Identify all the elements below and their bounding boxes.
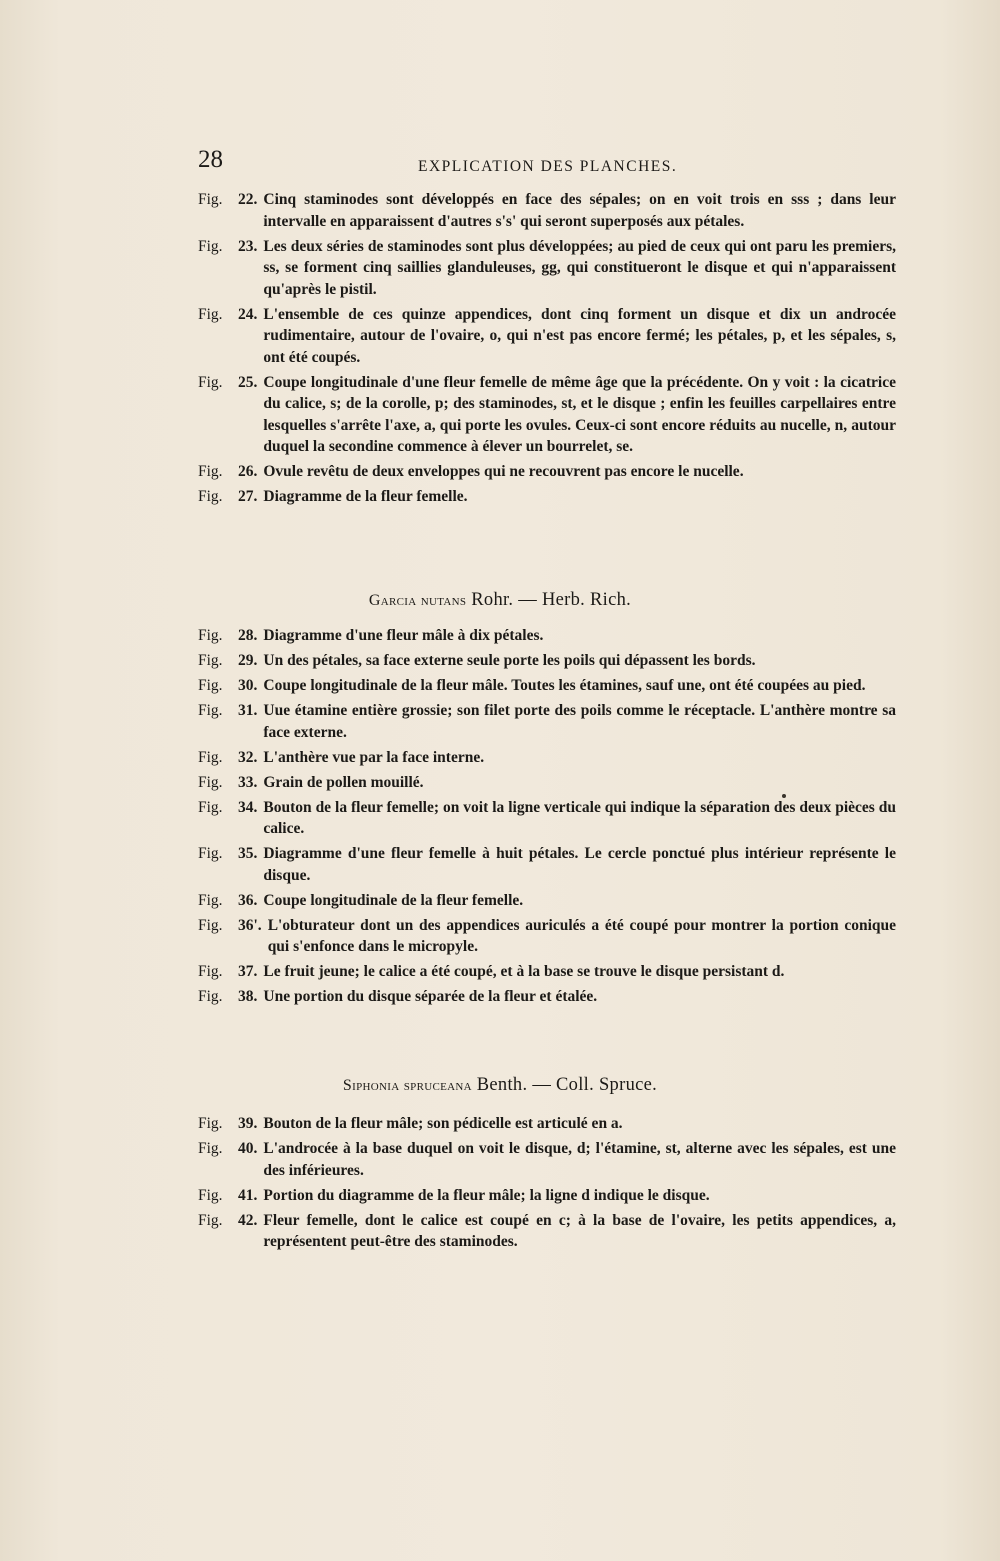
fig-label: Fig.: [198, 488, 223, 505]
fig-number: 37.: [238, 963, 258, 980]
figure-entry: [198, 1210, 896, 1253]
fig-label: Fig.: [198, 191, 223, 208]
fig-number: 42.: [238, 1211, 258, 1229]
figure-entry: [198, 236, 896, 301]
fig-number: 29.: [238, 652, 258, 669]
fig-label: Fig.: [198, 373, 223, 391]
fig-number: 30.: [238, 677, 258, 694]
fig-label: Fig.: [198, 845, 223, 862]
fig-label: Fig.: [198, 627, 223, 644]
fig-number: 38.: [238, 988, 258, 1005]
fig-label: Fig.: [198, 463, 223, 480]
figure-entry: [198, 1138, 896, 1181]
figure-entry: [198, 675, 896, 697]
figure-entry: [198, 650, 896, 672]
fig-caption: Portion du diagramme de la fleur mâle; la ligne d indique le disque.: [263, 1186, 710, 1204]
fig-label: Fig.: [198, 1115, 223, 1132]
fig-number: 33.: [238, 773, 258, 791]
fig-number: 39.: [238, 1115, 258, 1132]
figure-entry: [198, 372, 896, 458]
fig-caption: L'ensemble de ces quinze appendices, dont cinq forment un disque et dix un androcée rudimentaire, autour de l'ovaire, o, qui n'est pas encore fermé; les pétales, p, et les sépales, s, ont été coupés.: [263, 305, 896, 366]
fig-label: Fig.: [198, 988, 223, 1005]
fig-caption: L'androcée à la base duquel on voit le disque, d; l'étamine, st, alterne avec les sépales, est une des inférieures.: [263, 1140, 896, 1179]
fig-label: Fig.: [198, 916, 223, 934]
fig-number: 35.: [238, 845, 258, 862]
fig-caption: Uue étamine entière grossie; son filet porte des poils comme le réceptacle. L'anthère montre sa face externe.: [263, 702, 896, 741]
fig-number: 32.: [238, 748, 258, 766]
fig-caption: Diagramme d'une fleur femelle à huit pétales. Le cercle ponctué plus intérieur représente le disque.: [263, 845, 896, 884]
fig-number: 23.: [238, 237, 258, 255]
fig-number: 41.: [238, 1186, 258, 1204]
fig-caption: Fleur femelle, dont le calice est coupé en c; à la base de l'ovaire, les petits appendices, a, représentent peut-être des staminodes.: [263, 1211, 896, 1250]
fig-label: Fig.: [198, 652, 223, 669]
page-number: 28: [198, 146, 223, 173]
fig-caption: Bouton de la fleur mâle; son pédicelle est articulé en a.: [263, 1115, 623, 1132]
heading-authority: Benth. — Coll. Spruce.: [476, 1075, 658, 1095]
fig-label: Fig.: [198, 1211, 223, 1229]
fig-caption: Diagramme d'une fleur mâle à dix pétales.: [263, 627, 544, 644]
figure-entry: [198, 1113, 896, 1135]
fig-number: 34.: [238, 798, 258, 816]
section-heading-siphonia: [0, 1075, 1000, 1096]
fig-label: Fig.: [198, 677, 223, 694]
fig-caption: Diagramme de la fleur femelle.: [263, 488, 468, 505]
figure-entry: [198, 304, 896, 369]
fig-caption: Ovule revêtu de deux enveloppes qui ne recouvrent pas encore le nucelle.: [263, 463, 744, 480]
figure-entry: [198, 189, 896, 232]
stray-dot-mark: [782, 794, 786, 798]
heading-genus: Siphonia spruceana: [342, 1077, 472, 1094]
figure-list-section-1: [198, 189, 896, 511]
figure-entry: [198, 986, 896, 1008]
fig-number: 31.: [238, 702, 258, 719]
fig-number: 40.: [238, 1140, 258, 1157]
fig-label: Fig.: [198, 963, 223, 980]
figure-entry: [198, 700, 896, 743]
figure-entry: [198, 1185, 896, 1207]
fig-label: Fig.: [198, 702, 223, 719]
fig-label: Fig.: [198, 1140, 223, 1157]
figure-entry: [198, 772, 896, 794]
running-head: EXPLICATION DES PLANCHES.: [418, 158, 678, 175]
heading-authority: Rohr. — Herb. Rich.: [471, 590, 632, 610]
fig-caption: Grain de pollen mouillé.: [263, 773, 424, 791]
fig-label: Fig.: [198, 798, 223, 816]
fig-number: 24.: [238, 305, 258, 323]
figure-entry: [198, 747, 896, 769]
fig-caption: Coupe longitudinale de la fleur mâle. Toutes les étamines, sauf une, ont été coupées au pied.: [263, 677, 866, 694]
figure-entry: [198, 890, 896, 912]
fig-label: Fig.: [198, 237, 223, 255]
figure-list-section-2: [198, 625, 896, 1011]
fig-number: 26.: [238, 463, 258, 480]
fig-number: 27.: [238, 488, 258, 505]
figure-entry: [198, 915, 896, 958]
figure-entry: [198, 797, 896, 840]
fig-number: 25.: [238, 373, 258, 391]
fig-number: 36'.: [238, 916, 262, 934]
figure-entry: [198, 961, 896, 983]
fig-caption: Coupe longitudinale de la fleur femelle.: [263, 891, 524, 909]
fig-number: 36.: [238, 891, 258, 909]
fig-caption: L'anthère vue par la face interne.: [263, 748, 485, 766]
figure-entry: [198, 843, 896, 886]
figure-list-section-3: [198, 1113, 896, 1256]
fig-caption: Une portion du disque séparée de la fleur et étalée.: [263, 988, 598, 1005]
fig-label: Fig.: [198, 305, 223, 323]
fig-caption: Les deux séries de staminodes sont plus développées; au pied de ceux qui ont paru les premiers, ss, se forment cinq saillies glanduleuses, gg, qui constitueront le disque et qui n'apparaissent qu'après le pistil.: [263, 237, 896, 298]
fig-caption: Cinq staminodes sont développés en face des sépales; on en voit trois en sss ; dans leur intervalle en apparaissent d'autres s's' qui seront superposés aux pétales.: [263, 191, 896, 230]
fig-label: Fig.: [198, 891, 223, 909]
fig-caption: Coupe longitudinale d'une fleur femelle de même âge que la précédente. On y voit : la cicatrice du calice, s; de la corolle, p; des staminodes, st, et le disque ; enfin les feuilles carpellaires entre lesquelles s'arrête l'axe, a, qui porte les ovules. Ceux-ci sont encore réduits au nucelle, n, autour duquel la secondine commence à élever un bourrelet, se.: [263, 373, 896, 455]
fig-caption: L'obturateur dont un des appendices auriculés a été coupé pour montrer la portion conique qui s'enfonce dans le micropyle.: [267, 916, 896, 955]
fig-number: 22.: [238, 191, 258, 208]
fig-label: Fig.: [198, 773, 223, 791]
section-heading-garcia: [0, 590, 1000, 611]
fig-caption: Un des pétales, sa face externe seule porte les poils qui dépassent les bords.: [263, 652, 756, 669]
fig-caption: Bouton de la fleur femelle; on voit la ligne verticale qui indique la séparation des deux pièces du calice.: [263, 798, 896, 837]
fig-label: Fig.: [198, 1186, 223, 1204]
fig-label: Fig.: [198, 748, 223, 766]
fig-number: 28.: [238, 627, 258, 644]
figure-entry: [198, 486, 896, 508]
fig-caption: Le fruit jeune; le calice a été coupé, et à la base se trouve le disque persistant d.: [263, 963, 785, 980]
figure-entry: [198, 461, 896, 483]
heading-genus: Garcia nutans: [368, 592, 467, 609]
figure-entry: [198, 625, 896, 647]
